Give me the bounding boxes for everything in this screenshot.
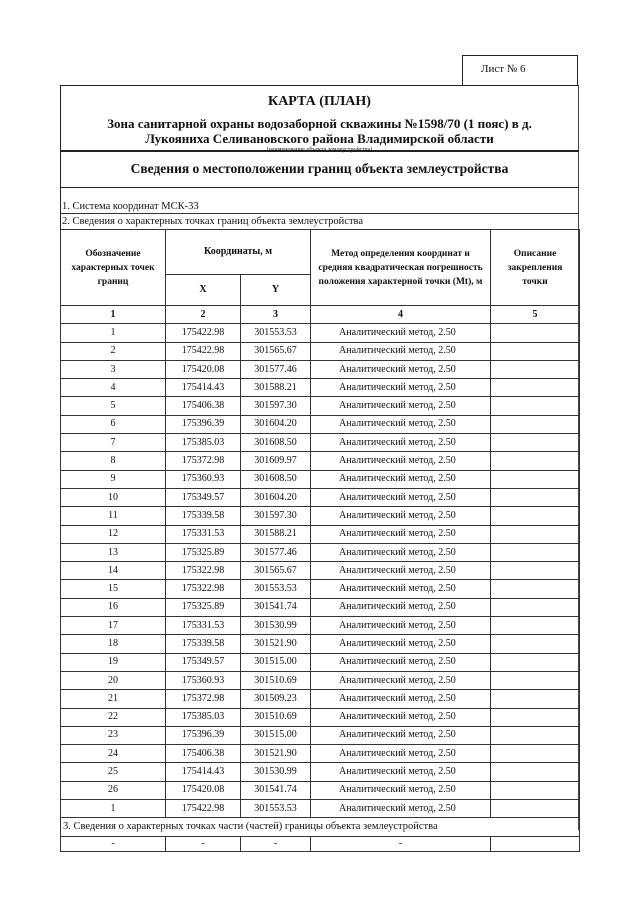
table-row — [61, 708, 580, 726]
table-row — [61, 452, 580, 470]
point-id: 12 — [61, 525, 166, 543]
method: Аналитический метод, 2.50 — [311, 397, 491, 415]
description — [491, 763, 580, 781]
x-coord: 175414.43 — [166, 379, 241, 397]
point-id: 5 — [61, 397, 166, 415]
object-name-line2: Лукояниха Селивановского района Владимирской области — [145, 131, 494, 146]
x-coord: 175422.98 — [166, 342, 241, 360]
y-coord: 301553.53 — [241, 580, 311, 598]
x-coord: 175422.98 — [166, 324, 241, 342]
x-coord: 175331.53 — [166, 617, 241, 635]
x-coord: 175385.03 — [166, 708, 241, 726]
y-coord: 301565.67 — [241, 342, 311, 360]
method: Аналитический метод, 2.50 — [311, 781, 491, 799]
point-id: 11 — [61, 507, 166, 525]
x-coord: 175414.43 — [166, 763, 241, 781]
y-coord: 301604.20 — [241, 488, 311, 506]
description — [491, 452, 580, 470]
x-coord: 175420.08 — [166, 360, 241, 378]
y-coord: 301608.50 — [241, 434, 311, 452]
table-row — [61, 415, 580, 433]
y-coord: 301509.23 — [241, 690, 311, 708]
description — [491, 562, 580, 580]
x-coord: 175372.98 — [166, 452, 241, 470]
method: Аналитический метод, 2.50 — [311, 671, 491, 689]
y-coord: 301588.21 — [241, 379, 311, 397]
y-coord: 301510.69 — [241, 708, 311, 726]
y-coord: 301597.30 — [241, 507, 311, 525]
description — [491, 690, 580, 708]
method: Аналитический метод, 2.50 — [311, 360, 491, 378]
description — [491, 598, 580, 616]
header-y: Y — [241, 275, 311, 306]
x-coord: 175339.58 — [166, 507, 241, 525]
point-id: 22 — [61, 708, 166, 726]
parts-x-coord: - — [166, 836, 241, 851]
table-row — [61, 360, 580, 378]
table-row — [61, 525, 580, 543]
point-id: 1 — [61, 324, 166, 342]
x-coord: 175349.57 — [166, 653, 241, 671]
point-id: 15 — [61, 580, 166, 598]
description — [491, 781, 580, 799]
point-id: 7 — [61, 434, 166, 452]
method: Аналитический метод, 2.50 — [311, 690, 491, 708]
point-id: 14 — [61, 562, 166, 580]
x-coord: 175325.89 — [166, 598, 241, 616]
x-coord: 175360.93 — [166, 671, 241, 689]
parts-description — [491, 836, 580, 851]
table-row — [61, 470, 580, 488]
table-row — [61, 507, 580, 525]
description — [491, 580, 580, 598]
y-coord: 301597.30 — [241, 397, 311, 415]
point-id: 4 — [61, 379, 166, 397]
point-id: 9 — [61, 470, 166, 488]
point-id: 8 — [61, 452, 166, 470]
method: Аналитический метод, 2.50 — [311, 562, 491, 580]
point-id: 18 — [61, 635, 166, 653]
points-heading: 2. Сведения о характерных точках границ объекта землеустройства — [62, 216, 364, 227]
description — [491, 708, 580, 726]
y-coord: 301521.90 — [241, 635, 311, 653]
method: Аналитический метод, 2.50 — [311, 507, 491, 525]
col-num-5: 5 — [491, 306, 580, 324]
title-block — [60, 85, 579, 151]
parts-y-coord: - — [241, 836, 311, 851]
x-coord: 175406.38 — [166, 397, 241, 415]
table-row — [61, 580, 580, 598]
point-id: 2 — [61, 342, 166, 360]
y-coord: 301515.00 — [241, 653, 311, 671]
method: Аналитический метод, 2.50 — [311, 452, 491, 470]
y-coord: 301530.99 — [241, 763, 311, 781]
sheet-number: Лист № 6 — [462, 55, 578, 85]
table-row — [61, 763, 580, 781]
method: Аналитический метод, 2.50 — [311, 763, 491, 781]
parts-heading: 3. Сведения о характерных точках части (частей) границы объекта землеустройства — [61, 818, 580, 836]
y-coord: 301553.53 — [241, 800, 311, 818]
description — [491, 745, 580, 763]
table-row — [61, 617, 580, 635]
y-coord: 301553.53 — [241, 324, 311, 342]
table-row — [61, 671, 580, 689]
y-coord: 301530.99 — [241, 617, 311, 635]
description — [491, 470, 580, 488]
description — [491, 726, 580, 744]
y-coord: 301565.67 — [241, 562, 311, 580]
method: Аналитический метод, 2.50 — [311, 745, 491, 763]
table-row — [61, 745, 580, 763]
y-coord: 301608.50 — [241, 470, 311, 488]
method: Аналитический метод, 2.50 — [311, 342, 491, 360]
table-row — [61, 726, 580, 744]
boundary-points-table — [60, 229, 580, 852]
header-method: Метод определения координат и средняя квадратическая погрешность положения характерной точки (Mt), м — [311, 230, 491, 306]
point-id: 25 — [61, 763, 166, 781]
table-row — [61, 653, 580, 671]
x-coord: 175325.89 — [166, 543, 241, 561]
x-coord: 175422.98 — [166, 800, 241, 818]
x-coord: 175372.98 — [166, 690, 241, 708]
method: Аналитический метод, 2.50 — [311, 470, 491, 488]
point-id: 3 — [61, 360, 166, 378]
col-num-3: 3 — [241, 306, 311, 324]
x-coord: 175420.08 — [166, 781, 241, 799]
header-description: Описание закрепления точки — [491, 230, 580, 306]
table-row — [61, 324, 580, 342]
y-coord: 301577.46 — [241, 543, 311, 561]
y-coord: 301588.21 — [241, 525, 311, 543]
point-id: 1 — [61, 800, 166, 818]
x-coord: 175322.98 — [166, 562, 241, 580]
method: Аналитический метод, 2.50 — [311, 525, 491, 543]
document-title: КАРТА (ПЛАН) — [268, 94, 371, 109]
description — [491, 360, 580, 378]
table-row — [61, 543, 580, 561]
y-coord: 301577.46 — [241, 360, 311, 378]
point-id: 6 — [61, 415, 166, 433]
col-num-4: 4 — [311, 306, 491, 324]
col-num-2: 2 — [166, 306, 241, 324]
description — [491, 617, 580, 635]
table-row — [61, 562, 580, 580]
method: Аналитический метод, 2.50 — [311, 726, 491, 744]
x-coord: 175349.57 — [166, 488, 241, 506]
method: Аналитический метод, 2.50 — [311, 543, 491, 561]
point-id: 23 — [61, 726, 166, 744]
header-point: Обозначение характерных точек границ — [61, 230, 166, 306]
header-x: X — [166, 275, 241, 306]
object-name-caption: (наименование объекта землеустройства) — [266, 147, 373, 153]
description — [491, 324, 580, 342]
coord-system: 1. Система координат МСК-33 — [60, 201, 579, 214]
x-coord: 175322.98 — [166, 580, 241, 598]
table-row — [61, 397, 580, 415]
point-id: 20 — [61, 671, 166, 689]
parts-point-id: - — [61, 836, 166, 851]
method: Аналитический метод, 2.50 — [311, 598, 491, 616]
point-id: 24 — [61, 745, 166, 763]
description — [491, 635, 580, 653]
description — [491, 653, 580, 671]
method: Аналитический метод, 2.50 — [311, 488, 491, 506]
table-row — [61, 781, 580, 799]
method: Аналитический метод, 2.50 — [311, 379, 491, 397]
object-name-line1: Зона санитарной охраны водозаборной скважины №1598/70 (1 пояс) в д. — [107, 116, 532, 131]
parts-method: - — [311, 836, 491, 851]
section-title: Сведения о местоположении границ объекта землеустройства — [60, 151, 579, 188]
x-coord: 175396.39 — [166, 415, 241, 433]
y-coord: 301609.97 — [241, 452, 311, 470]
method: Аналитический метод, 2.50 — [311, 415, 491, 433]
description — [491, 415, 580, 433]
description — [491, 379, 580, 397]
method: Аналитический метод, 2.50 — [311, 580, 491, 598]
description — [491, 434, 580, 452]
x-coord: 175339.58 — [166, 635, 241, 653]
y-coord: 301541.74 — [241, 781, 311, 799]
y-coord: 301541.74 — [241, 598, 311, 616]
parts-heading-row — [61, 818, 580, 836]
x-coord: 175406.38 — [166, 745, 241, 763]
description — [491, 488, 580, 506]
description — [491, 800, 580, 818]
description — [491, 342, 580, 360]
table-row — [61, 434, 580, 452]
table-row — [61, 690, 580, 708]
description — [491, 543, 580, 561]
x-coord: 175360.93 — [166, 470, 241, 488]
point-id: 17 — [61, 617, 166, 635]
method: Аналитический метод, 2.50 — [311, 617, 491, 635]
method: Аналитический метод, 2.50 — [311, 324, 491, 342]
header-coords: Координаты, м — [166, 230, 311, 275]
col-num-1: 1 — [61, 306, 166, 324]
description — [491, 671, 580, 689]
y-coord: 301521.90 — [241, 745, 311, 763]
table-row — [61, 488, 580, 506]
point-id: 26 — [61, 781, 166, 799]
table-row — [61, 342, 580, 360]
table-row — [61, 635, 580, 653]
point-id: 16 — [61, 598, 166, 616]
point-id: 10 — [61, 488, 166, 506]
point-id: 21 — [61, 690, 166, 708]
point-id: 13 — [61, 543, 166, 561]
x-coord: 175396.39 — [166, 726, 241, 744]
method: Аналитический метод, 2.50 — [311, 708, 491, 726]
method: Аналитический метод, 2.50 — [311, 635, 491, 653]
point-id: 19 — [61, 653, 166, 671]
description — [491, 507, 580, 525]
table-row — [61, 598, 580, 616]
x-coord: 175331.53 — [166, 525, 241, 543]
method: Аналитический метод, 2.50 — [311, 800, 491, 818]
description — [491, 525, 580, 543]
table-row — [61, 379, 580, 397]
x-coord: 175385.03 — [166, 434, 241, 452]
description — [491, 397, 580, 415]
parts-row — [61, 836, 580, 851]
y-coord: 301604.20 — [241, 415, 311, 433]
table-header-row — [61, 230, 580, 275]
method: Аналитический метод, 2.50 — [311, 653, 491, 671]
column-number-row — [61, 306, 580, 324]
method: Аналитический метод, 2.50 — [311, 434, 491, 452]
y-coord: 301515.00 — [241, 726, 311, 744]
table-row — [61, 800, 580, 818]
y-coord: 301510.69 — [241, 671, 311, 689]
